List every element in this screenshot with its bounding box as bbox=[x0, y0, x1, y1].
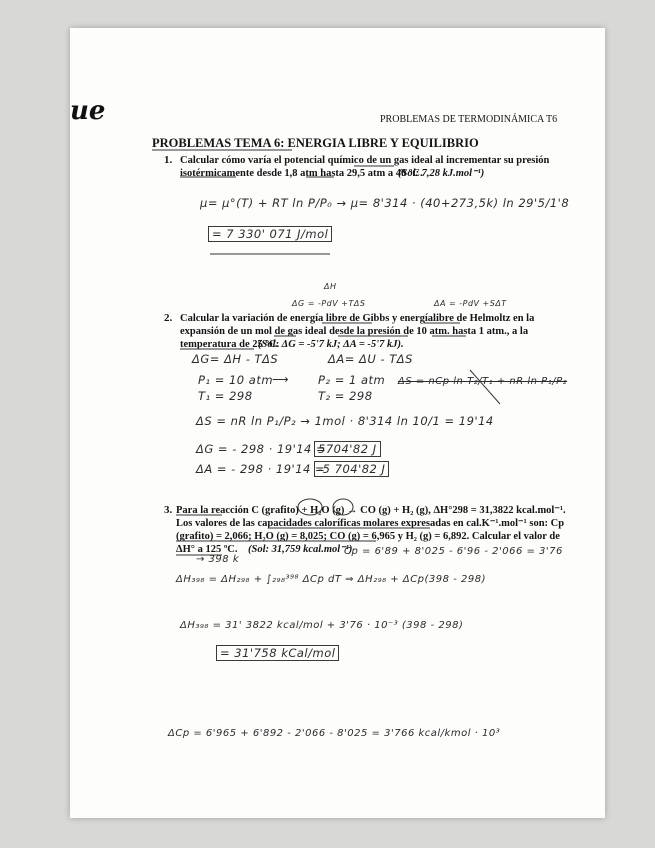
handwritten-work: μ= μ°(T) + RT ln P/P₀ → μ= 8'314 · (40+273,5k) ln 29'5/1'8 bbox=[200, 196, 570, 210]
circle-mark bbox=[333, 499, 353, 515]
handwritten-answer: 5704'82 J bbox=[314, 441, 381, 457]
handwritten-work: ΔA = - 298 · 19'14 = bbox=[196, 462, 326, 476]
arrow-icon: ⟶ bbox=[272, 374, 289, 386]
strike-out bbox=[470, 370, 500, 404]
handwritten-work: T₁ = 298 bbox=[198, 389, 253, 403]
handwritten-work: P₂ = 1 atm bbox=[318, 373, 386, 387]
handwritten-work: ΔS = nR ln P₁/P₂ → 1mol · 8'314 ln 10/1 = 19'14 bbox=[196, 414, 494, 428]
handwritten-note: ΔA = -PdV +SΔT bbox=[434, 299, 507, 308]
problem-text-line: ΔH° a 125 ºC. bbox=[176, 544, 238, 555]
handwritten-answer: = 31'758 kCal/mol bbox=[216, 645, 339, 661]
handwritten-answer: -5 704'82 J bbox=[314, 461, 389, 477]
handwritten-work: ΔH₃₉₈ = ΔH₂₉₈ + ∫₂₉₈³⁹⁸ ΔCp dT ⇒ ΔH₂₉₈ + ΔCp(398 - 298) bbox=[176, 574, 486, 585]
problem-solution: (Sol: ΔG = -5'7 kJ; ΔA = -5'7 kJ). bbox=[258, 339, 404, 350]
handwritten-work: T₂ = 298 bbox=[318, 389, 373, 403]
handwritten-note: → 398 k bbox=[196, 554, 240, 565]
circle-mark bbox=[298, 499, 322, 515]
ue-logo: ue bbox=[70, 96, 106, 126]
problem-text-line: Para la reacción C (grafito) + H₂O (g) → CO (g) + H₂ (g), ΔH°298 = 31,3822 kcal.mol⁻¹. bbox=[176, 505, 566, 516]
problem-solution: (Sol: 31,759 kcal.mol⁻¹) bbox=[248, 544, 353, 555]
problem-number: 3. bbox=[164, 504, 173, 516]
handwritten-work: P₁ = 10 atm bbox=[198, 373, 274, 387]
handwritten-work: ΔCp = 6'965 + 6'892 - 2'066 - 8'025 = 3'766 kcal/kmol · 10³ bbox=[168, 728, 501, 739]
handwritten-answer: = 7 330' 071 J/mol bbox=[208, 226, 332, 242]
problem-text-line: temperatura de 25 ºC. bbox=[180, 339, 280, 350]
handwritten-work: ΔG = - 298 · 19'14 = bbox=[196, 442, 327, 456]
problem-text-line: Calcular la variación de energía libre de Gibbs y energíalibre de Helmoltz en la bbox=[180, 313, 535, 324]
problem-number: 2. bbox=[164, 312, 173, 324]
problem-text-line: Calcular cómo varía el potencial químico de un gas ideal al incrementar su presión bbox=[180, 155, 550, 166]
header-title: PROBLEMAS DE TERMODINÁMICA T6 bbox=[380, 114, 558, 125]
problem-number: 1. bbox=[164, 154, 173, 166]
handwritten-crossed-out: ΔS = nCp ln T₂/T₁ + nR ln P₁/P₂ bbox=[398, 376, 568, 387]
handwritten-note: ΔG = -PdV +TΔS bbox=[292, 299, 366, 308]
topic-title: PROBLEMAS TEMA 6: ENERGIA LIBRE Y EQUILIBRIO bbox=[152, 136, 479, 150]
problem-text-line: Los valores de las capacidades caloríficas molares expresadas en cal.K⁻¹.mol⁻¹ son: Cp bbox=[176, 518, 565, 529]
handwritten-note: ΔH bbox=[324, 282, 337, 291]
handwritten-work: Cp = 6'89 + 8'025 - 6'96 - 2'066 = 3'76 bbox=[344, 546, 563, 557]
problem-text-line: isotérmicamente desde 1,8 atm hasta 29,5 atm a 40 ºC. bbox=[180, 168, 423, 179]
problem-text-line: (grafito) = 2,066; H₂O (g) = 8,025; CO (g) = 6,965 y H₂ (g) = 6,892. Calcular el valor de bbox=[176, 531, 560, 542]
handwritten-work: ΔH₃₉₈ = 31' 3822 kcal/mol + 3'76 · 10⁻³ (398 - 298) bbox=[180, 620, 464, 631]
problem-solution: (Sol: 7,28 kJ.mol⁻¹) bbox=[398, 168, 485, 179]
problem-text-line: expansión de un mol de gas ideal desde la presión de 10 atm. hasta 1 atm., a la bbox=[180, 326, 529, 337]
handwritten-work: ΔA= ΔU - TΔS bbox=[328, 352, 413, 366]
handwritten-work: ΔG= ΔH - TΔS bbox=[192, 352, 279, 366]
